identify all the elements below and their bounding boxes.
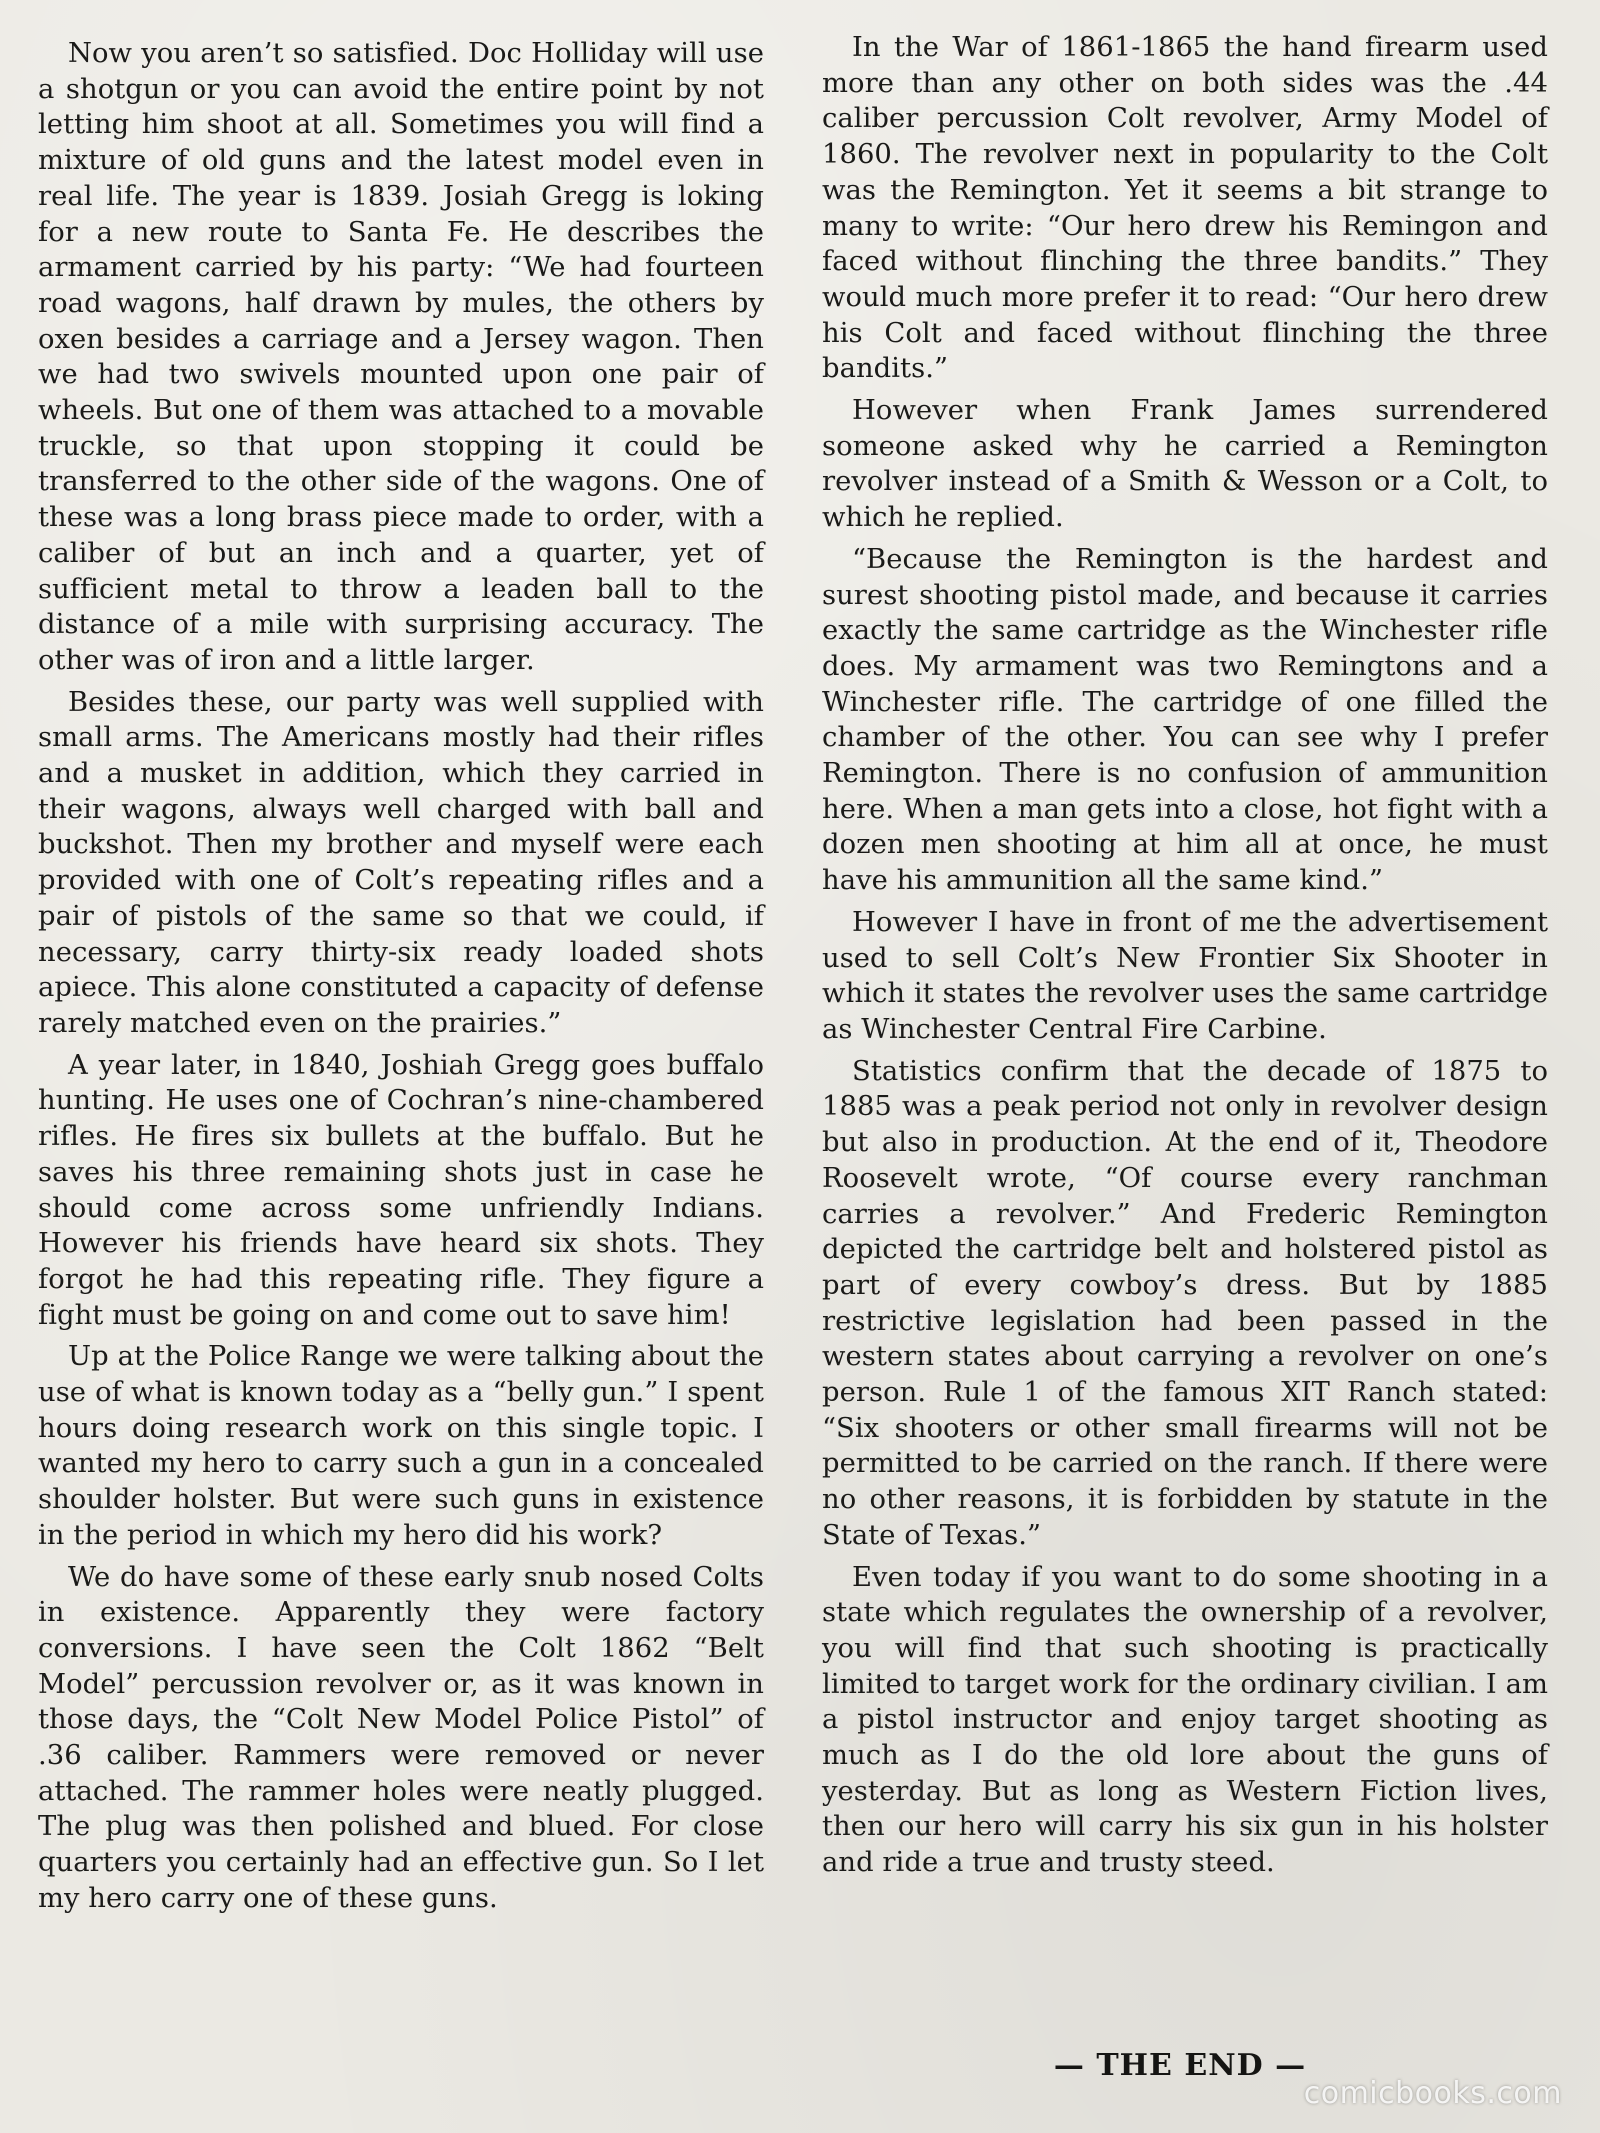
paragraph: A year later, in 1840, Joshiah Gregg goes buffalo hunting. He uses one of Cochran’s nine-chambered rifles. He fires six bullets at the buffalo. But he saves his three remaining shots just in case he should come across some unfriendly Indians. However his friends have heard six shots. They forgot he had this repeating rifle. They figure a fight must be going on and come out to save him! (38, 1049, 764, 1331)
paragraph: In the War of 1861-1865 the hand firearm used more than any other on both sides was the .44 caliber percussion Colt revolver, Army Model of 1860. The revolver next in popularity to the Colt was the Remington. Yet it seems a bit strange to many to write: “Our hero drew his Remingon and faced without flinching the three bandits.” They would much more prefer it to read: “Our hero drew his Colt and faced without flinching the three bandits.” (822, 32, 1548, 385)
paragraph: Even today if you want to do some shooting in a state which regulates the ownership of a revolver, you will find that such shooting is practically limited to target work for the ordinary civilian. I am a pistol instructor and enjoy target shooting as much as I do the old lore about the guns of yesterday. But as long as Western Fiction lives, then our hero will carry his six gun in his holster and ride a true and trusty steed. (822, 1561, 1548, 1879)
paragraph: “Because the Remington is the hardest and surest shooting pistol made, and because it carries exactly the same cartridge as the Winchester rifle does. My armament was two Remingtons and a Winchester rifle. The cartridge of one filled the chamber of the other. You can see why I prefer Remington. There is no confusion of ammunition here. When a man gets into a close, hot fight with a dozen men shooting at him all at once, he must have his ammunition all the same kind.” (822, 543, 1548, 897)
the-end-mark: — THE END — (1053, 2048, 1307, 2083)
paragraph: We do have some of these early snub nosed Colts in existence. Apparently they were factory conversions. I have seen the Colt 1862 “Belt Model” percussion revolver or, as it was known in those days, the “Colt New Model Police Pistol” of .36 caliber. Rammers were removed or never attached. The rammer holes were neatly plugged. The plug was then polished and blued. For close quarters you certainly had an effective gun. So I let my hero carry one of these guns. (38, 1561, 764, 1914)
paragraph: Up at the Police Range we were talking about the use of what is known today as a “belly gun.” I spent hours doing research work on this single topic. I wanted my hero to carry such a gun in a concealed shoulder holster. But were such guns in existence in the period in which my hero did his work? (38, 1341, 764, 1551)
right-text-column (822, 30, 1548, 1887)
paragraph: However I have in front of me the advertisement used to sell Colt’s New Frontier Six Shooter in which it states the revolver uses the same cartridge as Winchester Central Fire Carbine. (822, 906, 1548, 1045)
paragraph: Statistics confirm that the decade of 1875 to 1885 was a peak period not only in revolver design but also in production. At the end of it, Theodore Roosevelt wrote, “Of course every ranchman carries a revolver.” And Frederic Remington depicted the cartridge belt and holstered pistol as part of every cowboy’s dress. But by 1885 restrictive legislation had been passed in the western states about carrying a revolver on one’s person. Rule 1 of the famous XIT Ranch stated: “Six shooters or other small firearms will not be permitted to be carried on the ranch. If there were no other reasons, it is forbidden by statute in the State of Texas.” (822, 1055, 1548, 1551)
paragraph: Besides these, our party was well supplied with small arms. The Americans mostly had their rifles and a musket in addition, which they carried in their wagons, always well charged with ball and buckshot. Then my brother and myself were each provided with one of Colt’s repeating rifles and a pair of pistols of the same so that we could, if necessary, carry thirty-six ready loaded shots apiece. This alone constituted a capacity of defense rarely matched even on the prairies.” (38, 686, 764, 1039)
source-watermark: comicbooks.com (1303, 2076, 1562, 2111)
paragraph: However when Frank James surrendered someone asked why he carried a Remington revolver instead of a Smith & Wesson or a Colt, to which he replied. (822, 395, 1548, 534)
left-text-column (38, 30, 764, 1923)
paragraph: Now you aren’t so satisfied. Doc Holliday will use a shotgun or you can avoid the entire point by not letting him shoot at all. Sometimes you will find a mixture of old guns and the latest model even in real life. The year is 1839. Josiah Gregg is loking for a new route to Santa Fe. He describes the armament carried by his party: “We had fourteen road wagons, half drawn by mules, the others by oxen besides a carriage and a Jersey wagon. Then we had two swivels mounted upon one pair of wheels. But one of them was attached to a movable truckle, so that upon stopping it could be transferred to the other side of the wagons. One of these was a long brass piece made to order, with a caliber of but an inch and a quarter, yet of sufficient metal to throw a leaden ball to the distance of a mile with surprising accuracy. The other was of iron and a little larger. (38, 38, 764, 676)
